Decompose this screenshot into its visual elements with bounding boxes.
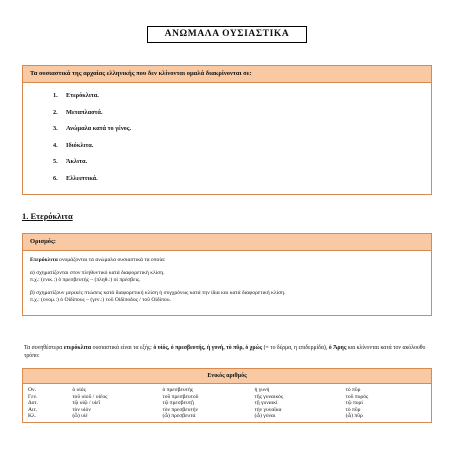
list-item: 4. Ιδιόκλιτα. [53,141,94,149]
types-box-heading: Τα ουσιαστικά της αρχαίας ελληνικής που δεν κλίνονται ομαλά διακρίνονται σε: [23,66,431,83]
table-header: Ενικός αριθμός [23,368,432,383]
document-page [22,14,432,423]
column-pyr: τὸ πῦρ τοῦ πυρός τῷ πυρί τὸ πῦρ (ὦ) πῦρ [341,383,432,422]
list-item: 2. Μεταπλαστά. [53,108,103,116]
column-presbeutes: ὁ πρεσβευτής τοῦ πρεσβευτοῦ τῷ πρεσβευτῇ τὸν πρεσβευτήν (ὦ) πρεσβευτά [157,383,249,422]
table-row [23,383,432,422]
page-title: ΑΝΩΜΑΛΑ ΟΥΣΙΑΣΤΙΚΑ [147,26,307,43]
section-heading: 1. Ετερόκλιτα [22,211,73,221]
definition-text: Ετερόκλιτα ονομάζονται τα ανώμαλα ουσιαστικά τα οποία: [30,257,166,263]
definition-case-a: α) σχηματίζονται στον πληθυντικό κατά διαφορετική κλίση. π.χ.: (ενικ.:) ὁ πρεσβευτής – (πληθ.:) οἱ πρέσβεις. [30,269,165,284]
list-item: 5. Άκλιτα. [53,158,88,165]
case-labels: Ον. Γεν. Δοτ. Αιτ. Κλ. [23,383,68,422]
declension-table [22,368,432,423]
list-item: 6. Ελλειπτικά. [53,174,98,182]
definition-box [22,233,432,316]
column-gyne: ἡ γυνή τῆς γυναικός τῇ γυναικί τὴν γυναῖκα (ὦ) γύναι [249,383,340,422]
column-huios: ὁ υἱός τοῦ υἱοῦ / υἱέος τῷ υἱῷ / υἱεῖ τὸν υἱόν (ὦ) υἱέ [67,383,157,422]
definition-heading: Ορισμός: [23,234,431,251]
intro-paragraph: Τα συνηθέστερα ετερόκλιτα ουσιαστικά είναι τα εξής: ὁ υἱός, ὁ πρεσβευτής, ἡ γυνή, τὸ πῦρ, ὁ χρώς (= το δέρμα, η επιδερμίδα), ὁ Ἄρης και κλίνονται κατά τον ακόλουθο τρόπο: [24,344,426,359]
definition-case-b: β) σχηματίζουν μερικές πτώσεις κατά διαφορετική κλίση ή συγχρόνως κατά την ίδια και κατά διαφορετική κλίση. π.χ.: (ονομ.:) ὁ Οἰδίπους – (γεν.:) τοῦ Οἰδίποδος / τοῦ Οἰδίπου. [30,289,286,304]
list-item: 3. Ανώμαλα κατά το γένος. [53,125,132,132]
types-list [23,83,431,194]
list-item: 1. Ετερόκλιτα. [53,92,99,99]
types-box [22,65,432,195]
